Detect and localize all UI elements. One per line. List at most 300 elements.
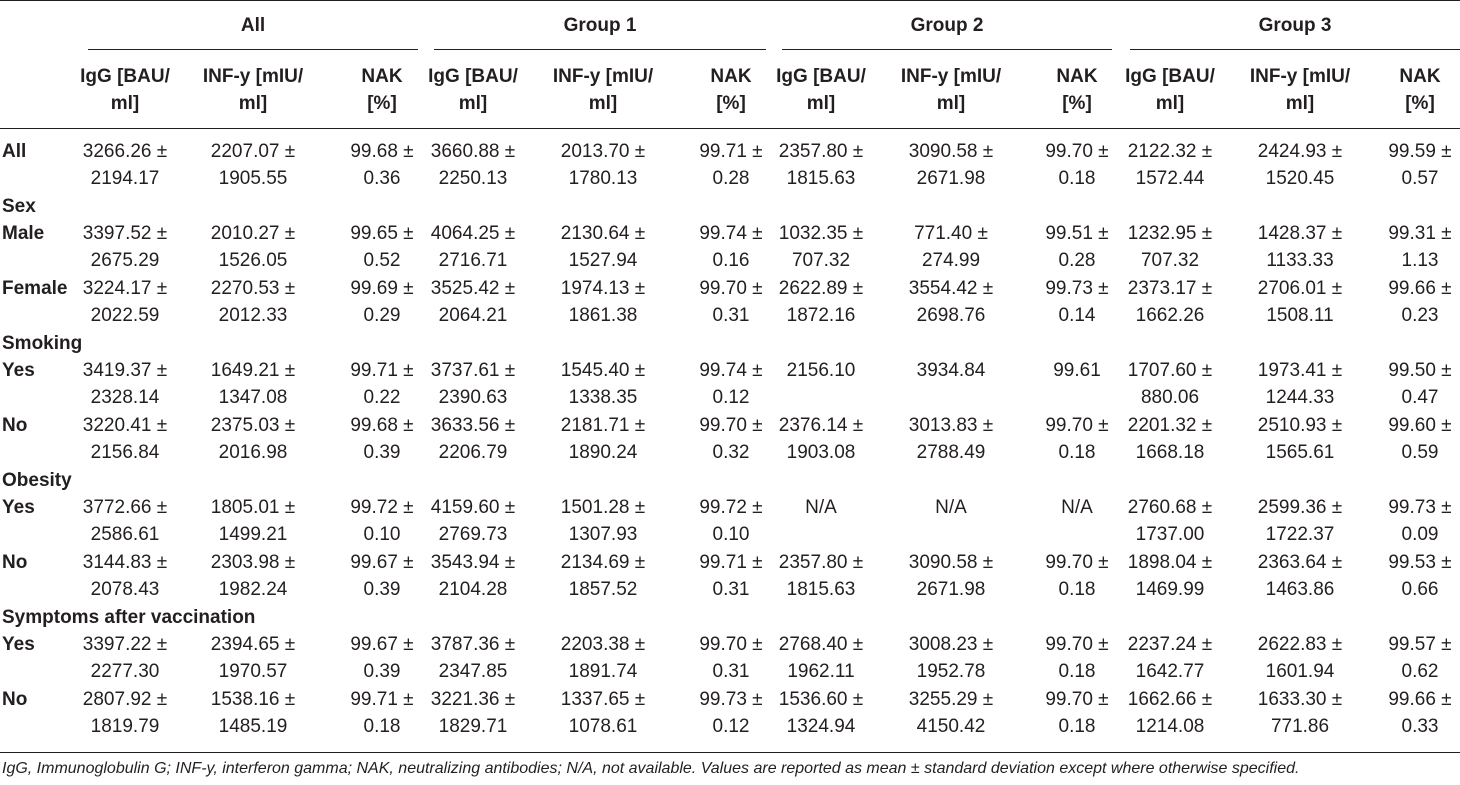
table-cell	[888, 412, 1014, 466]
cell-mean: 3554.42 ±	[908, 278, 994, 299]
cell-mean: 99.70 ±	[699, 634, 763, 655]
column-header-line2: ml]	[238, 93, 268, 114]
cell-sd: 1815.63	[786, 579, 856, 600]
cell-sd: 2716.71	[438, 250, 508, 271]
table-cell	[1237, 220, 1363, 274]
cell-sd: 1857.52	[568, 579, 638, 600]
cell-mean: 1536.60 ±	[778, 689, 864, 710]
cell-mean: 1662.66 ±	[1127, 689, 1213, 710]
cell-sd: 707.32	[1140, 250, 1200, 271]
cell-mean: 99.69 ±	[350, 278, 414, 299]
cell-mean: 2130.64 ±	[560, 223, 646, 244]
cell-mean: 1501.28 ±	[560, 497, 646, 518]
table-cell	[1357, 631, 1460, 685]
cell-mean: 2375.03 ±	[210, 415, 296, 436]
cell-mean: 2807.92 ±	[82, 689, 168, 710]
table-cell	[540, 549, 666, 603]
cell-mean: 1545.40 ±	[560, 360, 646, 381]
group-header: Group 3	[1258, 15, 1332, 36]
cell-mean: 2303.98 ±	[210, 552, 296, 573]
column-header-line2: ml]	[588, 93, 618, 114]
cell-sd: 0.47	[1401, 387, 1439, 408]
cell-mean: 1898.04 ±	[1127, 552, 1213, 573]
cell-mean: N/A	[1061, 497, 1093, 518]
cell-mean: 2622.89 ±	[778, 278, 864, 299]
cell-mean: 2237.24 ±	[1127, 634, 1213, 655]
cell-sd: 2156.84	[90, 442, 160, 463]
cell-mean: 2134.69 ±	[560, 552, 646, 573]
cell-sd: 880.06	[1140, 387, 1200, 408]
column-header	[190, 63, 316, 117]
table-cell	[1107, 357, 1233, 411]
cell-mean: 99.70 ±	[1045, 634, 1109, 655]
cell-mean: 2760.68 ±	[1127, 497, 1213, 518]
column-header	[888, 63, 1014, 117]
cell-sd: 2671.98	[916, 579, 986, 600]
cell-sd: 274.99	[921, 250, 981, 271]
cell-mean: 2010.27 ±	[210, 223, 296, 244]
cell-sd: 0.62	[1401, 661, 1439, 682]
table-cell	[1357, 138, 1460, 192]
cell-mean: 1973.41 ±	[1257, 360, 1343, 381]
cell-sd: 1307.93	[568, 524, 638, 545]
table-cell	[190, 412, 316, 466]
cell-mean: 1974.13 ±	[560, 278, 646, 299]
cell-mean: N/A	[935, 497, 967, 518]
bottom-rule	[0, 752, 1460, 753]
top-rule	[0, 0, 1460, 1]
table-cell	[758, 275, 884, 329]
cell-sd: 0.18	[1058, 661, 1096, 682]
cell-sd: 2671.98	[916, 168, 986, 189]
cell-mean: 1032.35 ±	[778, 223, 864, 244]
cell-mean: 2424.93 ±	[1257, 141, 1343, 162]
table-cell	[1357, 357, 1460, 411]
cell-sd: 2016.98	[218, 442, 288, 463]
table-cell	[1237, 549, 1363, 603]
cell-sd: 1078.61	[568, 716, 638, 737]
cell-mean: 3633.56 ±	[430, 415, 516, 436]
column-header-line1: INF-y [mIU/	[552, 66, 654, 87]
table-cell	[888, 686, 1014, 740]
column-header-line1: NAK	[361, 66, 403, 87]
cell-sd: 0.39	[363, 442, 401, 463]
cell-mean: 3934.84	[916, 360, 986, 381]
cell-sd: 1722.37	[1265, 524, 1335, 545]
column-header-line1: IgG [BAU/	[428, 66, 518, 87]
cell-sd: 1970.57	[218, 661, 288, 682]
group-header: Group 2	[910, 15, 984, 36]
cell-mean: 99.51 ±	[1045, 223, 1109, 244]
cell-mean: 2768.40 ±	[778, 634, 864, 655]
table-cell	[758, 220, 884, 274]
cell-sd: 2022.59	[90, 305, 160, 326]
cell-sd: 2250.13	[438, 168, 508, 189]
cell-sd: 1982.24	[218, 579, 288, 600]
cell-mean: 1232.95 ±	[1127, 223, 1213, 244]
table-cell	[62, 631, 188, 685]
cell-mean: 99.31 ±	[1388, 223, 1452, 244]
cell-sd: 4150.42	[916, 716, 986, 737]
group-header: Group 1	[563, 15, 637, 36]
table-cell	[540, 138, 666, 192]
table-cell	[190, 549, 316, 603]
cell-sd: 0.16	[712, 250, 750, 271]
column-header	[1237, 63, 1363, 117]
cell-mean: 2207.07 ±	[210, 141, 296, 162]
cell-sd: 1891.74	[568, 661, 638, 682]
cell-sd: 1338.35	[568, 387, 638, 408]
cell-mean: 3543.94 ±	[430, 552, 516, 573]
table-cell	[1237, 138, 1363, 192]
cell-mean: 99.70 ±	[1045, 552, 1109, 573]
table-cell	[540, 686, 666, 740]
table-cell	[1107, 412, 1233, 466]
cell-sd: 0.18	[1058, 442, 1096, 463]
row-label: Female	[2, 278, 68, 299]
column-header-line1: NAK	[710, 66, 752, 87]
cell-mean: 4159.60 ±	[430, 497, 516, 518]
cell-sd: 1463.86	[1265, 579, 1335, 600]
table-cell	[62, 549, 188, 603]
table-cell	[190, 494, 316, 548]
cell-sd: 0.12	[712, 716, 750, 737]
cell-mean: 2394.65 ±	[210, 634, 296, 655]
cell-sd: 0.28	[1058, 250, 1096, 271]
cell-mean: 3013.83 ±	[908, 415, 994, 436]
column-header-line2: ml]	[936, 93, 966, 114]
cell-mean: 3525.42 ±	[430, 278, 516, 299]
cell-mean: 2201.32 ±	[1127, 415, 1213, 436]
column-header	[1107, 63, 1233, 117]
table-cell	[540, 220, 666, 274]
column-header-line2: ml]	[1285, 93, 1315, 114]
cell-mean: 2013.70 ±	[560, 141, 646, 162]
cell-sd: 1347.08	[218, 387, 288, 408]
column-header	[1357, 63, 1460, 117]
cell-mean: 99.67 ±	[350, 634, 414, 655]
row-label: No	[2, 689, 28, 710]
column-header-line1: INF-y [mIU/	[1249, 66, 1351, 87]
cell-mean: 2706.01 ±	[1257, 278, 1343, 299]
table-cell	[410, 357, 536, 411]
cell-sd: 1952.78	[916, 661, 986, 682]
table-cell	[540, 631, 666, 685]
cell-sd: 1214.08	[1135, 716, 1205, 737]
cell-mean: 99.68 ±	[350, 415, 414, 436]
cell-sd: 0.57	[1401, 168, 1439, 189]
table-cell	[62, 686, 188, 740]
cell-sd: 2277.30	[90, 661, 160, 682]
cell-sd: 0.66	[1401, 579, 1439, 600]
cell-sd: 1565.61	[1265, 442, 1335, 463]
table-cell	[758, 412, 884, 466]
table-cell	[410, 138, 536, 192]
cell-mean: 3397.52 ±	[82, 223, 168, 244]
cell-sd: 0.10	[363, 524, 401, 545]
cell-sd: 0.31	[712, 305, 750, 326]
table-cell	[190, 686, 316, 740]
table-cell	[1237, 494, 1363, 548]
table-cell	[540, 275, 666, 329]
row-label: Sex	[2, 196, 36, 217]
row-label: Symptoms after vaccination	[2, 607, 256, 628]
cell-mean: 2373.17 ±	[1127, 278, 1213, 299]
cell-mean: 99.70 ±	[1045, 141, 1109, 162]
row-label: No	[2, 552, 28, 573]
table-cell	[1107, 220, 1233, 274]
cell-mean: 2203.38 ±	[560, 634, 646, 655]
table-cell	[190, 220, 316, 274]
table-cell	[410, 631, 536, 685]
column-header-line2: [%]	[1062, 93, 1092, 114]
cell-sd: 1601.94	[1265, 661, 1335, 682]
cell-sd: 0.18	[1058, 716, 1096, 737]
table-cell	[888, 494, 1014, 521]
cell-sd: 1499.21	[218, 524, 288, 545]
cell-sd: 2078.43	[90, 579, 160, 600]
column-header	[62, 63, 188, 117]
cell-mean: 3737.61 ±	[430, 360, 516, 381]
row-label: Yes	[2, 634, 35, 655]
table-cell	[540, 494, 666, 548]
column-header	[410, 63, 536, 117]
cell-mean: 99.70 ±	[699, 278, 763, 299]
table-cell	[1107, 494, 1233, 548]
table-cell	[1357, 412, 1460, 466]
cell-mean: 2156.10	[786, 360, 856, 381]
cell-mean: 3090.58 ±	[908, 141, 994, 162]
cell-sd: 2788.49	[916, 442, 986, 463]
cell-mean: 4064.25 ±	[430, 223, 516, 244]
table-cell	[758, 631, 884, 685]
cell-sd: 1905.55	[218, 168, 288, 189]
cell-mean: 99.71 ±	[350, 360, 414, 381]
table-cell	[1357, 686, 1460, 740]
column-header-line2: [%]	[367, 93, 397, 114]
cell-sd: 1872.16	[786, 305, 856, 326]
cell-sd: 1815.63	[786, 168, 856, 189]
cell-mean: 3397.22 ±	[82, 634, 168, 655]
table-cell	[1107, 138, 1233, 192]
column-header-line1: NAK	[1056, 66, 1098, 87]
table-cell	[758, 357, 884, 384]
cell-mean: 99.74 ±	[699, 360, 763, 381]
group-underline-4	[1130, 49, 1460, 50]
table-cell	[888, 138, 1014, 192]
table-cell	[410, 494, 536, 548]
cell-sd: 0.31	[712, 579, 750, 600]
cell-mean: 3787.36 ±	[430, 634, 516, 655]
cell-mean: 99.65 ±	[350, 223, 414, 244]
table-cell	[190, 138, 316, 192]
cell-mean: 99.66 ±	[1388, 278, 1452, 299]
cell-mean: 99.73 ±	[699, 689, 763, 710]
cell-sd: 2064.21	[438, 305, 508, 326]
cell-mean: 3144.83 ±	[82, 552, 168, 573]
cell-mean: 3772.66 ±	[82, 497, 168, 518]
cell-sd: 0.39	[363, 661, 401, 682]
table-cell	[758, 686, 884, 740]
cell-sd: 2347.85	[438, 661, 508, 682]
table-cell	[410, 412, 536, 466]
table-cell	[888, 220, 1014, 274]
cell-sd: 0.33	[1401, 716, 1439, 737]
table-cell	[1237, 686, 1363, 740]
cell-sd: 707.32	[791, 250, 851, 271]
cell-sd: 1642.77	[1135, 661, 1205, 682]
cell-sd: 2769.73	[438, 524, 508, 545]
group-header: All	[240, 15, 266, 36]
cell-mean: 3266.26 ±	[82, 141, 168, 162]
cell-sd: 771.86	[1270, 716, 1330, 737]
cell-mean: 2122.32 ±	[1127, 141, 1213, 162]
cell-sd: 1861.38	[568, 305, 638, 326]
cell-mean: 99.71 ±	[699, 141, 763, 162]
cell-mean: 2181.71 ±	[560, 415, 646, 436]
cell-mean: 99.73 ±	[1388, 497, 1452, 518]
column-header-line2: ml]	[458, 93, 488, 114]
cell-mean: 99.50 ±	[1388, 360, 1452, 381]
cell-sd: 1133.33	[1266, 250, 1334, 271]
table-cell	[1237, 357, 1363, 411]
cell-mean: 1707.60 ±	[1127, 360, 1213, 381]
cell-mean: 99.57 ±	[1388, 634, 1452, 655]
cell-mean: 1337.65 ±	[560, 689, 646, 710]
cell-sd: 1780.13	[568, 168, 638, 189]
table-cell	[62, 357, 188, 411]
table-cell	[1357, 549, 1460, 603]
cell-sd: 2675.29	[90, 250, 160, 271]
cell-sd: 1819.79	[90, 716, 160, 737]
group-underline-2	[434, 49, 766, 50]
table-footnote: IgG, Immunoglobulin G; INF-y, interferon gamma; NAK, neutralizing antibodies; N/A, not available. Values are reported as mean ± standard deviation except where otherwise specified.	[2, 760, 1300, 777]
header-bottom-rule	[0, 128, 1460, 129]
table-cell	[190, 631, 316, 685]
cell-mean: 3090.58 ±	[908, 552, 994, 573]
table-cell	[190, 275, 316, 329]
table-cell	[1357, 220, 1460, 274]
table-cell	[1107, 549, 1233, 603]
table-cell	[62, 275, 188, 329]
column-header-line1: IgG [BAU/	[1125, 66, 1215, 87]
cell-mean: 3660.88 ±	[430, 141, 516, 162]
cell-sd: 2104.28	[438, 579, 508, 600]
row-label: Yes	[2, 360, 35, 381]
cell-sd: 1324.94	[786, 716, 856, 737]
cell-sd: 0.52	[363, 250, 401, 271]
column-header	[758, 63, 884, 117]
table-cell	[1357, 494, 1460, 548]
group-underline-1	[88, 49, 418, 50]
cell-mean: 99.60 ±	[1388, 415, 1452, 436]
table-cell	[888, 357, 1014, 384]
table-cell	[1107, 686, 1233, 740]
table-cell	[758, 549, 884, 603]
cell-sd: 1520.45	[1265, 168, 1335, 189]
table-cell	[62, 138, 188, 192]
cell-mean: 99.67 ±	[350, 552, 414, 573]
table-cell	[1357, 275, 1460, 329]
cell-sd: 2206.79	[438, 442, 508, 463]
cell-sd: 1244.33	[1265, 387, 1335, 408]
cell-mean: 3008.23 ±	[908, 634, 994, 655]
cell-sd: 1903.08	[786, 442, 856, 463]
column-header	[540, 63, 666, 117]
cell-mean: 3255.29 ±	[908, 689, 994, 710]
cell-sd: 2194.17	[90, 168, 160, 189]
table-cell	[62, 412, 188, 466]
cell-sd: 0.39	[363, 579, 401, 600]
cell-mean: 99.70 ±	[1045, 689, 1109, 710]
group-underline-3	[782, 49, 1112, 50]
cell-sd: 1737.00	[1135, 524, 1205, 545]
cell-mean: 1428.37 ±	[1257, 223, 1343, 244]
table-cell	[1237, 412, 1363, 466]
table-cell	[758, 138, 884, 192]
column-header-line2: [%]	[716, 93, 746, 114]
cell-sd: 1572.44	[1135, 168, 1205, 189]
cell-mean: 1538.16 ±	[210, 689, 296, 710]
table-cell	[888, 631, 1014, 685]
table-cell	[410, 686, 536, 740]
column-header-line1: IgG [BAU/	[776, 66, 866, 87]
row-label: Smoking	[2, 333, 83, 354]
row-label: No	[2, 415, 28, 436]
cell-sd: 0.28	[712, 168, 750, 189]
row-label: Yes	[2, 497, 35, 518]
cell-mean: 3221.36 ±	[430, 689, 516, 710]
cell-mean: 1649.21 ±	[210, 360, 296, 381]
cell-mean: 1805.01 ±	[210, 497, 296, 518]
cell-sd: 0.12	[712, 387, 750, 408]
cell-mean: 99.72 ±	[350, 497, 414, 518]
table-cell	[410, 275, 536, 329]
cell-mean: 2510.93 ±	[1257, 415, 1343, 436]
table-cell	[540, 412, 666, 466]
cell-mean: 99.72 ±	[699, 497, 763, 518]
cell-sd: 0.09	[1401, 524, 1439, 545]
cell-mean: 99.53 ±	[1388, 552, 1452, 573]
column-header-line1: IgG [BAU/	[80, 66, 170, 87]
table-cell	[190, 357, 316, 411]
cell-sd: 1668.18	[1135, 442, 1205, 463]
cell-mean: 2270.53 ±	[210, 278, 296, 299]
column-header-line1: NAK	[1399, 66, 1441, 87]
column-header-line2: ml]	[1155, 93, 1185, 114]
cell-sd: 0.10	[712, 524, 750, 545]
cell-mean: 99.59 ±	[1388, 141, 1452, 162]
cell-sd: 0.36	[363, 168, 401, 189]
cell-mean: 3220.41 ±	[82, 415, 168, 436]
cell-sd: 0.18	[1058, 168, 1096, 189]
cell-mean: N/A	[805, 497, 837, 518]
cell-mean: 2357.80 ±	[778, 141, 864, 162]
cell-sd: 1829.71	[438, 716, 508, 737]
cell-sd: 1508.11	[1266, 305, 1334, 326]
cell-mean: 3224.17 ±	[82, 278, 168, 299]
table-cell	[62, 494, 188, 548]
cell-sd: 2390.63	[438, 387, 508, 408]
table-cell	[888, 549, 1014, 603]
table-cell	[540, 357, 666, 411]
cell-mean: 2622.83 ±	[1257, 634, 1343, 655]
table-cell	[410, 220, 536, 274]
cell-mean: 3419.37 ±	[82, 360, 168, 381]
table-cell	[62, 220, 188, 274]
cell-mean: 2357.80 ±	[778, 552, 864, 573]
table-cell	[1237, 275, 1363, 329]
